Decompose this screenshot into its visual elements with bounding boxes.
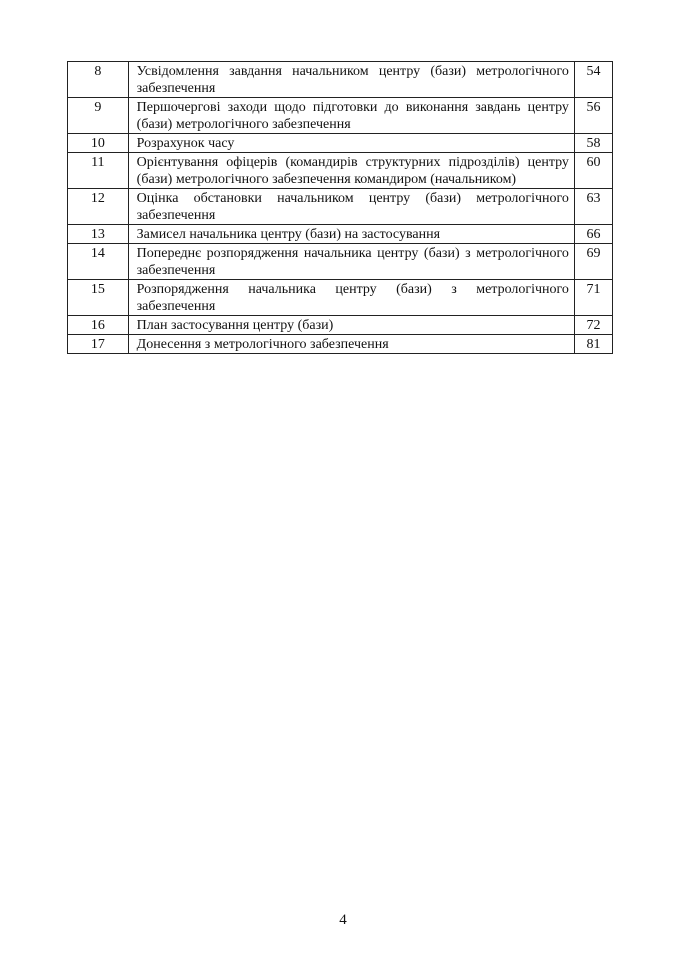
page-reference: 69 bbox=[574, 244, 612, 280]
row-number: 12 bbox=[68, 189, 129, 225]
table-row bbox=[68, 335, 613, 354]
section-title: Орієнтування офіцерів (командирів структурних підрозділів) центру (бази) метрологічного забезпечення командиром (начальником) bbox=[128, 153, 574, 189]
page-reference: 60 bbox=[574, 153, 612, 189]
table-row bbox=[68, 316, 613, 335]
table-row bbox=[68, 153, 613, 189]
page-number: 4 bbox=[339, 912, 347, 928]
table-row bbox=[68, 189, 613, 225]
section-title: Оцінка обстановки начальником центру (бази) метрологічного забезпечення bbox=[128, 189, 574, 225]
section-title: Донесення з метрологічного забезпечення bbox=[128, 335, 574, 354]
row-number: 17 bbox=[68, 335, 129, 354]
row-number: 9 bbox=[68, 98, 129, 134]
row-number: 8 bbox=[68, 62, 129, 98]
row-number: 14 bbox=[68, 244, 129, 280]
table-row bbox=[68, 280, 613, 316]
row-number: 16 bbox=[68, 316, 129, 335]
page-reference: 56 bbox=[574, 98, 612, 134]
row-number: 10 bbox=[68, 134, 129, 153]
page-reference: 58 bbox=[574, 134, 612, 153]
page-reference: 71 bbox=[574, 280, 612, 316]
page-reference: 81 bbox=[574, 335, 612, 354]
table-row bbox=[68, 98, 613, 134]
section-title: Усвідомлення завдання начальником центру (бази) метрологічного забезпечення bbox=[128, 62, 574, 98]
page-reference: 66 bbox=[574, 225, 612, 244]
table-of-contents bbox=[67, 61, 613, 354]
section-title: Замисел начальника центру (бази) на застосування bbox=[128, 225, 574, 244]
section-title: План застосування центру (бази) bbox=[128, 316, 574, 335]
table-row bbox=[68, 244, 613, 280]
page-reference: 54 bbox=[574, 62, 612, 98]
section-title: Першочергові заходи щодо підготовки до виконання завдань центру (бази) метрологічного забезпечення bbox=[128, 98, 574, 134]
table-row bbox=[68, 62, 613, 98]
section-title: Попереднє розпорядження начальника центру (бази) з метрологічного забезпечення bbox=[128, 244, 574, 280]
table-row bbox=[68, 225, 613, 244]
row-number: 11 bbox=[68, 153, 129, 189]
page-reference: 63 bbox=[574, 189, 612, 225]
section-title: Розпорядження начальника центру (бази) з метрологічного забезпечення bbox=[128, 280, 574, 316]
row-number: 15 bbox=[68, 280, 129, 316]
section-title: Розрахунок часу bbox=[128, 134, 574, 153]
row-number: 13 bbox=[68, 225, 129, 244]
table-row bbox=[68, 134, 613, 153]
page-reference: 72 bbox=[574, 316, 612, 335]
